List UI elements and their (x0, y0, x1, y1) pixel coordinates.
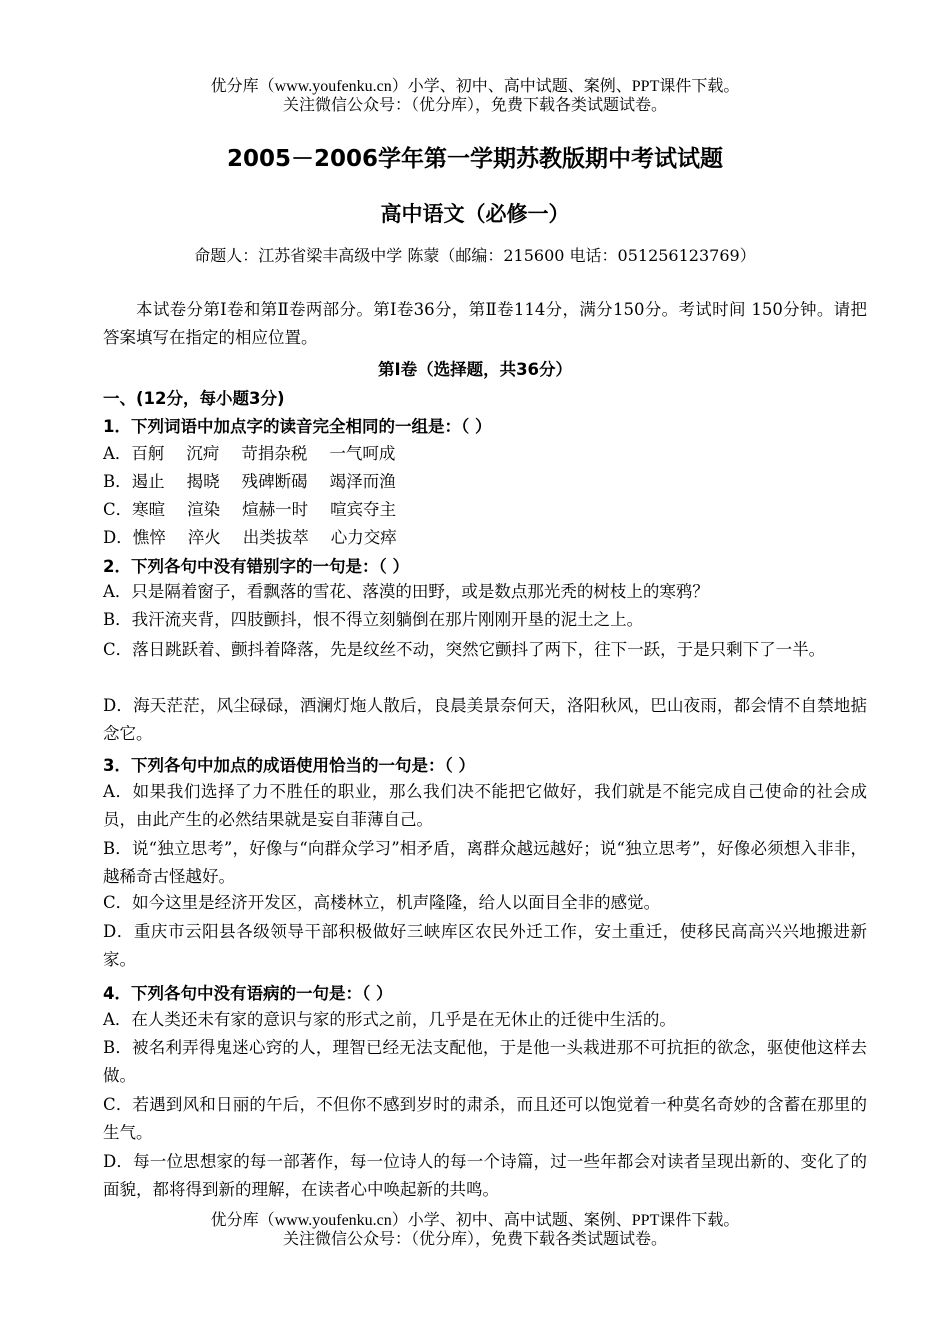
page-subtitle: 高中语文（必修一） (380, 202, 570, 226)
option-word: 苛捐杂税 (241, 444, 308, 463)
q3-option-b: B．说“独立思考”，好像与“向群众学习”相矛盾，离群众越远越好；说“独立思考”，好像必须想入非非，越稀奇古怪越好。 (103, 839, 867, 886)
q3-option-c: C．如今这里是经济开发区，高楼林立，机声隆隆，给人以面目全非的感觉。 (103, 893, 661, 912)
q4-option-b: B．被名利弄得鬼迷心窍的人，理智已经无法支配他，于是他一头栽进那不可抗拒的欲念，驱使他这样去做。 (103, 1038, 867, 1085)
footer-line-2: 关注微信公众号：（优分库），免费下载各类试题试卷。 (282, 1231, 667, 1248)
question-1-stem: 1．下列词语中加点字的读音完全相同的一组是：（ ） (103, 417, 492, 436)
author-line: 命题人：江苏省梁丰高级中学 陈蒙（邮编：215600 电话：051256123769） (194, 246, 756, 265)
part-1-title: 一、(12分，每小题3分) (103, 389, 285, 408)
q1-option-b (103, 468, 418, 492)
q2-option-c: C．落日跳跃着、颤抖着降落，先是纹丝不动，突然它颤抖了两下，往下一跃，于是只剩下了一半。 (103, 640, 826, 659)
q1-option-a (103, 440, 417, 464)
option-word: 煊赫一时 (242, 500, 309, 519)
option-word: 出类拔萃 (242, 528, 309, 547)
q4-option-a: A．在人类还未有家的意识与家的形式之前，几乎是在无休止的迁徙中生活的。 (103, 1010, 676, 1029)
footer-line-1: 优分库（www.youfenku.cn）小学、初中、高中试题、案例、PPT课件下载。 (210, 1212, 740, 1229)
q2-option-a: A．只是隔着窗子，看飘落的雪花、落漠的田野，或是数点那光秃的树枝上的寒鸦？ (103, 582, 709, 601)
option-label: B． (103, 472, 132, 491)
option-word: 一气呵成 (329, 444, 396, 463)
question-3-stem: 3．下列各句中加点的成语使用恰当的一句是：（ ） (103, 756, 475, 775)
option-label: A． (103, 444, 132, 463)
option-word: 遏止 (131, 472, 165, 491)
option-label: C． (103, 500, 133, 519)
q2-option-b: B．我汗流夹背，四肢颤抖，恨不得立刻躺倒在那片刚刚开垦的泥土之上。 (103, 610, 644, 629)
option-word: 心力交瘁 (330, 528, 397, 547)
page-title: 2005－2006学年第一学期苏教版期中考试试题 (226, 146, 724, 172)
intro-paragraph: 本试卷分第Ⅰ卷和第Ⅱ卷两部分。第Ⅰ卷36分，第Ⅱ卷114分，满分150分。考试时间 150分钟。请把答案填写在指定的相应位置。 (103, 300, 867, 347)
option-word: 竭泽而渔 (329, 472, 396, 491)
q4-option-c: C．若遇到风和日丽的午后，不但你不感到岁时的肃杀，而且还可以饱觉着一种莫名奇妙的含蓄在那里的生气。 (103, 1095, 867, 1142)
option-word: 百舸 (131, 444, 165, 463)
option-label: D． (103, 528, 133, 547)
q4-option-d: D．每一位思想家的每一部著作，每一位诗人的每一个诗篇，过一些年都会对读者呈现出新的、变化了的面貌，都将得到新的理解，在读者心中唤起新的共鸣。 (103, 1152, 867, 1199)
option-word: 渲染 (187, 500, 221, 519)
option-word: 残碑断碣 (241, 472, 308, 491)
question-4-stem: 4．下列各句中没有语病的一句是：（ ） (103, 984, 393, 1003)
q1-option-d (103, 524, 419, 548)
header-line-2: 关注微信公众号：（优分库），免费下载各类试题试卷。 (282, 97, 667, 114)
header-line-1: 优分库（www.youfenku.cn）小学、初中、高中试题、案例、PPT课件下载。 (210, 78, 740, 95)
q3-option-a: A．如果我们选择了力不胜任的职业，那么我们决不能把它做好，我们就是不能完成自己使命的社会成员，由此产生的必然结果就是妄自菲薄自己。 (103, 782, 867, 829)
question-2-stem: 2．下列各句中没有错别字的一句是：（ ） (103, 557, 409, 576)
section-1-title: 第Ⅰ卷（选择题，共36分） (377, 360, 573, 379)
q3-option-d: D．重庆市云阳县各级领导干部积极做好三峡库区农民外迁工作，安土重迁，使移民高高兴兴地搬进新家。 (103, 922, 867, 969)
q2-option-d: D．海天茫茫，风尘碌碌，酒澜灯炧人散后，良晨美景奈何天，洛阳秋风，巴山夜雨，都会情不自禁地掂念它。 (103, 696, 867, 743)
option-word: 揭晓 (186, 472, 220, 491)
q1-option-c (103, 496, 418, 520)
option-word: 寒暄 (132, 500, 166, 519)
option-word: 沉疴 (186, 444, 220, 463)
option-word: 憔悴 (132, 528, 166, 547)
option-word: 喧宾夺主 (330, 500, 397, 519)
option-word: 淬火 (187, 528, 221, 547)
